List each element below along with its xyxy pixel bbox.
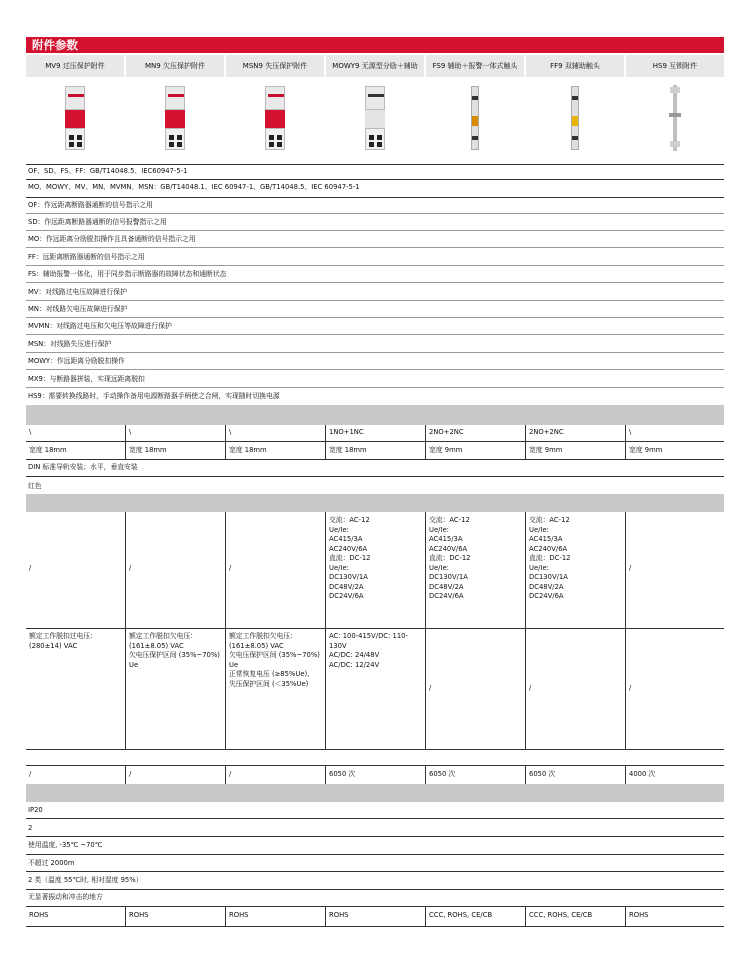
rating-line: AC240V/6A: [329, 544, 368, 553]
width-cell: 宽度 9mm: [629, 446, 663, 454]
section-band: [26, 784, 724, 802]
voltage-line: 130V: [329, 641, 347, 650]
rating-line: 交流：AC-12: [429, 516, 470, 524]
description-line: MSN：对线路失压进行保护: [28, 340, 112, 348]
product-header: MV9 过压保护附件: [26, 55, 124, 77]
divider: [26, 230, 724, 231]
divider: [26, 765, 724, 766]
rating-cell: /: [129, 564, 132, 572]
product-image-msn9: [226, 80, 324, 156]
voltage-line: Ue: [129, 660, 139, 669]
life-cell: 6050 次: [529, 770, 556, 778]
product-image-mowy9: [326, 80, 424, 156]
divider: [26, 749, 724, 750]
voltage-line: 额定工作脱扣欠电压：: [129, 632, 197, 640]
color-text: 红色: [28, 482, 42, 490]
rating-line: Ue/Ie:: [429, 525, 449, 534]
contact-cell: 2NO+2NC: [529, 428, 564, 436]
rating-line: 直流：DC-12: [329, 554, 371, 562]
divider: [26, 334, 724, 335]
divider: [26, 459, 724, 460]
divider: [26, 476, 724, 477]
product-header: FF9 双辅助触头: [526, 55, 624, 77]
description-line: MOWY：作远距离分励脱扣操作: [28, 357, 125, 365]
env-line: 使用温度, -35℃ ~70℃: [28, 841, 103, 849]
description-line: MVMN：对线路过电压和欠电压等故障进行保护: [28, 322, 172, 330]
voltage-line: 欠电压保护区间 (35%~70%): [229, 651, 320, 659]
page-title: 附件参数: [32, 38, 78, 52]
contact-cell: \: [29, 428, 32, 436]
voltage-line: 正常恢复电压 (≥85%Ue),: [229, 670, 310, 678]
product-header: HS9 互锁附件: [626, 55, 724, 77]
voltage-line: 失压保护区间 (＜35%Ue): [229, 679, 309, 688]
divider: [26, 247, 724, 248]
life-cell: 6050 次: [329, 770, 356, 778]
divider: [26, 300, 724, 301]
product-image-mv9: [26, 80, 124, 156]
rating-line: 交流：AC-12: [529, 516, 570, 524]
rating-line: DC130V/1A: [429, 573, 468, 581]
product-image-mn9: [126, 80, 224, 156]
rating-line: DC48V/2A: [429, 582, 464, 591]
width-cell: 宽度 9mm: [529, 446, 563, 454]
product-image-fs9: [426, 80, 524, 156]
voltage-cell: /: [429, 684, 432, 692]
cert-cell: ROHS: [229, 911, 249, 919]
divider: [26, 282, 724, 283]
rating-line: 直流：DC-12: [529, 554, 571, 562]
divider: [26, 197, 724, 198]
divider: [26, 265, 724, 266]
rating-cell: /: [229, 564, 232, 572]
divider: [26, 889, 724, 890]
rating-line: AC415/3A: [529, 535, 563, 543]
divider: [26, 387, 724, 388]
voltage-line: AC/DC: 12/24V: [329, 660, 380, 669]
description-line: MX9：与断路器拼装，实现远距离脱扣: [28, 375, 145, 383]
description-line: FS：辅助报警一体化，用于同步指示断路器的故障状态和通断状态: [28, 270, 227, 278]
divider: [26, 871, 724, 872]
life-cell: 4000 次: [629, 770, 656, 778]
life-cell: 6050 次: [429, 770, 456, 778]
contact-cell: \: [629, 428, 632, 436]
rating-line: DC24V/6A: [329, 592, 364, 600]
rating-line: AC415/3A: [329, 535, 363, 543]
voltage-line: (161±8.05) VAC: [129, 641, 184, 650]
rating-line: Ue/Ie:: [329, 525, 349, 534]
rating-cell-fs9: [426, 516, 524, 602]
product-header: FS9 辅助＋报警一体式触头: [426, 55, 524, 77]
contact-cell: \: [229, 428, 232, 436]
section-band: [26, 405, 724, 425]
rating-line: DC130V/1A: [529, 573, 568, 581]
voltage-line: (280±14) VAC: [29, 641, 78, 650]
cert-cell: ROHS: [129, 911, 149, 919]
divider: [26, 854, 724, 855]
divider: [26, 369, 724, 370]
life-cell: /: [229, 770, 232, 778]
divider: [26, 441, 724, 442]
description-line: FF：远距离断路器通断的信号指示之用: [28, 253, 145, 261]
voltage-line: Ue: [229, 660, 239, 669]
title-bar: [26, 37, 724, 53]
voltage-line: 额定工作脱扣欠电压：: [229, 632, 297, 640]
divider: [26, 164, 724, 165]
rating-line: Ue/Ie:: [329, 563, 349, 572]
description-line: MN：对线路欠电压故障进行保护: [28, 305, 128, 313]
divider: [26, 926, 724, 927]
divider: [26, 179, 724, 180]
rating-line: DC24V/6A: [429, 592, 464, 600]
product-header: MN9 欠压保护附件: [126, 55, 224, 77]
env-line: 2: [28, 824, 33, 832]
life-cell: /: [129, 770, 132, 778]
rating-line: Ue/Ie:: [429, 563, 449, 572]
contact-cell: 2NO+2NC: [429, 428, 464, 436]
description-line: HS9：需要转换线路时，手动操作备用电源断路器手柄使之合闸，实现随时切换电源: [28, 392, 280, 400]
voltage-line: (161±8.05) VAC: [229, 641, 284, 650]
divider: [26, 317, 724, 318]
voltage-line: 额定工作脱扣过电压：: [29, 632, 97, 640]
divider: [26, 906, 724, 907]
voltage-line: AC/DC: 24/48V: [329, 651, 380, 659]
divider: [26, 352, 724, 353]
description-line: MV：对线路过电压故障进行保护: [28, 288, 127, 296]
column-divider: [125, 512, 126, 749]
width-cell: 宽度 18mm: [229, 446, 267, 454]
env-line: IP20: [28, 806, 43, 814]
env-line: 无显著振动和冲击的地方: [28, 893, 103, 901]
mounting-text: DIN 标准导轨安装；水平，垂直安装: [28, 463, 138, 471]
rating-cell: /: [629, 564, 632, 572]
rating-cell-mowy9: [326, 516, 424, 602]
rating-cell-ff9: [526, 516, 624, 602]
rating-line: DC130V/1A: [329, 573, 368, 581]
product-image-ff9: [526, 80, 624, 156]
description-line: MO：作远距离分励脱扣操作且具备通断的信号指示之用: [28, 235, 196, 243]
voltage-cell: /: [529, 684, 532, 692]
cert-cell: ROHS: [629, 911, 649, 919]
standard-line: MO、MOWY、MV、MN、MVMN、MSN：GB/T14048.1、IEC 60947-1、GB/T14048.5、IEC 60947-5-1: [28, 183, 360, 191]
cert-cell: ROHS: [329, 911, 349, 919]
voltage-cell-msn9: [226, 632, 324, 689]
rating-line: 交流：AC-12: [329, 516, 370, 524]
divider: [26, 628, 724, 629]
rating-line: 直流：DC-12: [429, 554, 471, 562]
width-cell: 宽度 18mm: [129, 446, 167, 454]
rating-line: DC48V/2A: [529, 582, 564, 591]
width-cell: 宽度 18mm: [29, 446, 67, 454]
voltage-line: AC: 100-415V/DC: 110-: [329, 632, 408, 640]
description-line: OF：作远距离断路器通断的信号指示之用: [28, 201, 153, 209]
standard-line: OF、SD、FS、FF：GB/T14048.5、IEC60947-5-1: [28, 167, 188, 175]
rating-line: Ue/Ie:: [529, 525, 549, 534]
cert-cell: CCC, ROHS, CE/CB: [429, 911, 493, 919]
cert-cell: CCC, ROHS, CE/CB: [529, 911, 593, 919]
rating-line: DC48V/2A: [329, 582, 364, 591]
voltage-line: 欠电压保护区间 (35%~70%): [129, 651, 220, 659]
voltage-cell-mowy9: [326, 632, 424, 670]
contact-cell: \: [129, 428, 132, 436]
voltage-cell: /: [629, 684, 632, 692]
rating-line: AC240V/6A: [429, 544, 468, 553]
contact-cell: 1NO+1NC: [329, 428, 364, 436]
divider: [26, 836, 724, 837]
cert-cell: ROHS: [29, 911, 49, 919]
rating-line: AC240V/6A: [529, 544, 568, 553]
product-header: MSN9 失压保护附件: [226, 55, 324, 77]
voltage-cell-mv9: [26, 632, 124, 651]
width-cell: 宽度 18mm: [329, 446, 367, 454]
divider: [26, 213, 724, 214]
section-band: [26, 494, 724, 512]
rating-line: AC415/3A: [429, 535, 463, 543]
rating-line: DC24V/6A: [529, 592, 564, 600]
divider: [26, 818, 724, 819]
rating-cell: /: [29, 564, 32, 572]
life-cell: /: [29, 770, 32, 778]
product-image-hs9: [626, 80, 724, 156]
width-cell: 宽度 9mm: [429, 446, 463, 454]
env-line: 2 类（温度 55℃时, 相对湿度 95%）: [28, 876, 143, 884]
column-divider: [225, 512, 226, 749]
column-divider: [625, 512, 626, 749]
product-header: MOWY9 无源型分励＋辅助: [326, 55, 424, 77]
rating-line: Ue/Ie:: [529, 563, 549, 572]
env-line: 不超过 2000m: [28, 859, 75, 867]
description-line: SD：作远距离断路器通断的信号报警指示之用: [28, 218, 167, 226]
voltage-cell-mn9: [126, 632, 224, 670]
